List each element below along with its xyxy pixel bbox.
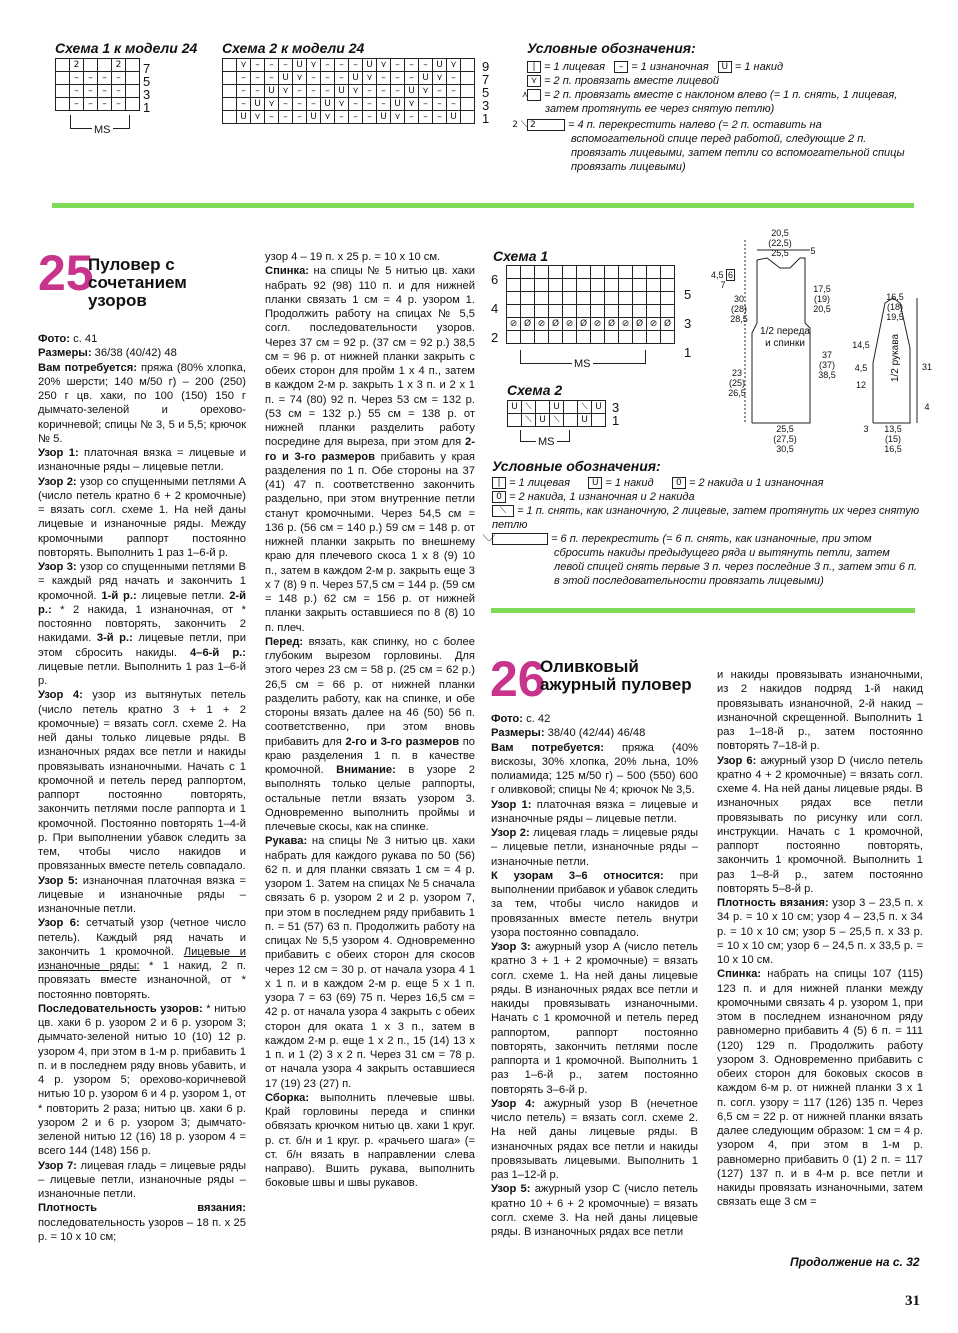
paragraph: Фото: с. 42 <box>491 713 551 725</box>
m25-schema2-rows: 3 1 <box>612 400 620 428</box>
m25-schema1-rows-left: 6 4 2 <box>491 272 499 345</box>
paragraph: Спинка: набрать на спицы 107 (115) 123 п. и для нижней планки между кромочными связать 4 р. узором 1, при этом в последнем изнаночном ряду равномерно прибавить 4 (5) 6 п. = 111 (120) 129 п. Продолжить работу узором 3. Одновременно прибавить с обеих сторон для боковых скосов в каждом 6-м р. от нижней планки 3 x 1 п. согл. узору = 117 (126) 135 п. Через 6,5 см = 22 р. от нижней планки вязать далее следующим образом: 1 см = 4 р. узором 4, при этом в 1-м р. равномерно прибавить 0 (1) 2 п. = 117 (127) 137 п. и в 4-м р. все петли и накиды провязать изнаночными, затем связать еще 3 см = <box>717 968 923 1209</box>
chart1-row-numbers: 7 5 3 1 <box>143 61 151 115</box>
paragraph: Фото: с. 41 <box>38 333 98 345</box>
chart2-title: Схема 2 к модели 24 <box>222 40 365 56</box>
m25-pattern-schematic: 20,5 (22,5) 25,5 5 4,5 6 7 30 (28) 28,5 17,5 (19) 20,5 1/2 переда и спинки 37 (37) 38,5 23 (25) 26,5 25,5 (27,5) 30,5 16,5 (18) 19,5 14,5 4,5 12 1/2 рукава 31 4 13,5 (15) 16,5 3 <box>710 228 932 454</box>
paragraph: Вам потребуется: пряжа (40% вискозы, 30% хлопка, 20% льна, 10% полиамида; 125 м/50 г) – 500 (550) 600 г оливковой; спицы № 4; крючок № 3,5. <box>491 741 698 797</box>
model25-column1 <box>38 332 246 1244</box>
paragraph: Последовательность узоров: * нитью цв. хаки 6 р. узором 2 и 6 р. узором 3; дымчато-зеленой нитью 10 (10) 12 р. узором 4, при этом в 1-м р. прибавить 1 п. и в последнем ряду вновь убавить, и 4 р. узором 5; орехово-коричневой нитью 10 р. узором 6 и 4 р. узором 1, от * повторить 2 раза; нитью цв. хаки 6 р. узором 2 и 6 р. узором 3; дымчато-зеленой нитью 12 (16) 18 р. узором 4 = всего 144 (148) 156 р. <box>38 1002 246 1158</box>
model25-column2 <box>265 250 475 1191</box>
model25-number: 25 <box>38 245 94 301</box>
paragraph: Размеры: 38/40 (42/44) 46/48 <box>491 727 646 740</box>
paragraph: Узор 6: ажурный узор D (число петель кратно 4 + 2 кромочные) = вязать согл. схеме 4. На ней даны лицевые ряды. В изнаночных рядах все петли провязывать по рисунку или согл. инструкции. Начать с 1 кромочной, раппорт постоянно повторять, закончить 1 кромочной. Выполнить 1 раз 1–8-й р., затем постоянно повторять 5–8-й р. <box>717 754 923 895</box>
model25-title: Пуловер с сочетанием узоров <box>88 255 187 310</box>
paragraph: Спинка: на спицы № 5 нитью цв. хаки набрать 92 (98) 110 п. и для нижней планки связать 1 см = 4 р. узором 1. Продолжить работу на спицах № 5,5 согл. последовательности узоров. Через 37 см = 92 р. (37 см = 92 р.) 38,5 см = 96 р. от нижней планки закрыть с обеих сторон для пройм 1 x 4 п., затем в каждом 2-м р. закрыть 1 x 3 п. и 2 x 1 п. = 74 (80) 92 п. Через 53 см = 132 р. (53 см = 132 р.) 55 см = 138 р. от нижней планки разделить работу посредине для выреза, при этом для 2-го и 3-го размеров прибавить у края разделения по 1 п. Обе стороны на 37 (41) 47 п. соответственно закончить раздельно, при этом внутренние петли станут кромочными. Через 54,5 см = 136 р. (56 см = 140 р.) 59 см = 148 р. от нижней планки закрыть по внешнему краю для плечевого скоса 1 x 8 (9) 10 п., затем в каждом 2-м р. закрыть еще 3 x 7 (8) 9 п. Через 57,5 см = 144 р. (59 см = 148 р.) 62 см = 156 р. от нижней планки закрыть оставшиеся по 8 (8) 10 п. плеч. <box>265 265 475 634</box>
paragraph: Узор 5: изнаночная платочная вязка = лицевые и изнаночные ряды – изнаночные петли. <box>38 874 246 915</box>
chart1-ms-label: MS <box>94 124 111 136</box>
paragraph: Узор 3: узор со спущенными петлями B = каждый ряд начать и закончить 1 кромочной. 1-й р.: лицевые петли. 2-й р.: * 2 накида, 1 изнаночная, от * постоянно повторять, закончить 2 накидами. 3-й р.: лицевые петли, при этом сбросить накиды. 4–6-й р.: лицевые петли. Выполнить 1 раз 1–6-й р. <box>38 561 247 687</box>
mid-divider <box>491 608 915 613</box>
m25-schema2-title: Схема 2 <box>507 382 563 398</box>
m25-schema1-rows-right: 5 3 1 <box>684 287 692 360</box>
model26-title: Оливковый ажурный пуловер <box>540 657 692 694</box>
paragraph: Узор 1: платочная вязка = лицевые и изнаночные ряды – лицевые петли. <box>491 798 698 825</box>
paragraph: Узор 4: узор из вытянутых петель (число петель кратно 3 + 1 + 2 кромочные) = вязать согл. схеме 2. На ней даны только лицевые ряды. В изнаночных рядах все петли и накиды провязывать изнаночными. Начать с 1 кромочной и петель перед раппортом, раппорт постоянно повторять, закончить петлями после раппорта и 1 кромочной. Постоянно повторять 1–4-й р. При выполнении убавок следить за тем, чтобы число накидов и провязанных вместе петель совпадало. <box>38 689 246 873</box>
model26-column1 <box>491 712 698 1239</box>
paragraph: Узор 2: лицевая гладь = лицевые ряды – лицевые петли, изнаночные ряды – изнаночные петли. <box>491 827 698 868</box>
paragraph: Узор 3: ажурный узор A (число петель кратно 3 + 1 + 2 кромочные) = вязать согл. схеме 1. На ней даны лицевые ряды. В изнаночных рядах все петли и накиды провязывать изнаночными. Начать с 1 кромочной и петель перед раппортом, раппорт постоянно повторять, закончить петлями после раппорта и 1 кромочной. Выполнить 1 раз 1–6-й р., затем постоянно повторять 3–6-й р. <box>491 941 698 1096</box>
paragraph: Вам потребуется: пряжа (80% хлопка, 20% шерсти; 140 м/50 г) – 200 (250) 250 г цв. хаки, по 100 (150) 150 г дымчато-зеленой и орехово-коричневой; спицы № 3, 5 и 5,5; крючок № 5. <box>38 361 247 445</box>
paragraph: Узор 4: ажурный узор B (нечетное число петель) = вязать согл. схеме 2. На ней даны лицевые ряды. В изнаночных рядах все петли и накиды провязывать лицевыми. Выполнить 1 раз 1–12-й р. <box>491 1097 698 1181</box>
paragraph: Узор 5: ажурный узор C (число петель кратно 10 + 6 + 2 кромочные) = вязать согл. схеме 3. На ней даны лицевые ряды. В изнаночных рядах все петли <box>491 1183 698 1238</box>
chart2-grid: ⋎ – – – U ⋎ – – – U ⋎ – – – U ⋎ – – – U ⋎ – – – U ⋎ – – – U ⋎ – – – U ⋎ – – – U ⋎ – – – U ⋎ – – – U ⋎ – – – U ⋎ – – – U ⋎ – – – U ⋎ – – – U ⋎ – – – U ⋎ – – – U <box>222 58 475 124</box>
m25-schema2-grid: U ⟍ U ⟍ U ⟍ U ⟍ U <box>507 400 606 427</box>
m25-schema2-ms: MS <box>538 436 555 448</box>
paragraph: Узор 1: платочная вязка = лицевые и изнаночные ряды – лицевые петли. <box>38 447 246 474</box>
paragraph: и накиды провязывать изнаночными, из 2 накидов подряд 1-й накид провязывать изнаночной, 2-й накид – изнаночной скрещенной. Выполнить 1 раз 1–18-й р., затем постоянно повторять 7–18-й р. <box>717 669 923 753</box>
m25-sleeve-label: 1/2 рукава <box>890 334 901 383</box>
top-legend: | = 1 лицевая – = 1 изнаночная U = 1 накид ⋎ = 2 п. провязать вместе лицевой ⋏ = 2 п. провязать вместе с наклоном влево (= 1 п. снять, 1 лицевая, затем протянуть ее через снятую петлю) 2 ⟍ 2 = 4 п. перекрестить налево (= 2 п. оставить на вспомогательной спице перед работой, следующие 2 п. провязать лицевыми, затем петли со вспомогательной спицы провязать лицевыми) <box>512 61 905 173</box>
continued-note: Продолжение на с. 32 <box>790 1255 920 1269</box>
paragraph: Сборка: выполнить плечевые швы. Край горловины переда и спинки обвязать крючком нитью цв. хаки 1 круг. р. ст. б/н и 1 круг. р. «рачьего шага» (= ст. б/н вязать в направлении слева направо). Вшить рукава, выполнить боковые швы и швы рукавов. <box>265 1091 475 1190</box>
paragraph: К узорам 3–6 относится: при выполнении прибавок и убавок следить за тем, чтобы число накидов и провязанных вместе петель внутри узора постоянно совпадало. <box>491 869 698 939</box>
paragraph: Перед: вязать, как спинку, но с более глубоким вырезом горловины. Для этого через 23 см = 58 р. (25 см = 62 р.) 26,5 см = 66 р. от нижней планки разделить работу, как на спинке, и обе стороны вязать далее на 46 (50) 56 п. соответственно, при этом вновь прибавить для 2-го и 3-го размеров по краю разделения 1 п. в качестве кромочной. Внимание: в узоре 2 выполнять только целые раппорты, остальные петли вязать узором 3. Одновременно выполнить проймы и плечевые скосы, как на спинке. <box>265 635 475 833</box>
m25-body-label: 1/2 переда и спинки <box>760 326 810 349</box>
page-number: 31 <box>905 1293 920 1309</box>
m25-schema1-grid: ⊘ Ø ⊘ Ø ⊘ Ø ⊘ Ø ⊘ Ø ⊘ Ø <box>506 265 675 344</box>
paragraph: Узор 2: узор со спущенными петлями A (число петель кратно 6 + 2 кромочные) = вязать согл. схеме 1. На ней даны лицевые и изнаночные ряды. Между кромочными раппорт постоянно повторять. Выполнить 1 раз 1–6-й р. <box>38 475 246 559</box>
paragraph: Узор 7: лицевая гладь = лицевые ряды – лицевые петли, изнаночные ряды – изнаночные петли. <box>38 1159 246 1200</box>
m25-schema1-title: Схема 1 <box>493 248 549 264</box>
paragraph: Узор 6: сетчатый узор (четное число петель). Каждый ряд начать и закончить 1 кромочной. Лицевые и изнаночные ряды: * 1 накид, 2 п. провязать вместе изнаночной, от * постоянно повторять. <box>38 917 246 1001</box>
chart1-grid: 2 2 – – – – – – – – – – – – <box>55 58 140 111</box>
paragraph: Плотность вязания: узор 3 – 23,5 п. x 34 р. = 10 x 10 см; узор 4 – 23,5 п. x 34 р. = 10 x 10 см; узор 5 – 25,5 п. x 33 р. = 10 x 10 см; узор 6 – 24,5 п. x 33,5 р. = 10 x 10 см. <box>717 897 923 966</box>
paragraph: узор 4 – 19 п. x 25 р. = 10 x 10 см. <box>265 251 441 263</box>
paragraph: Размеры: 36/38 (40/42) 48 <box>38 347 177 360</box>
chart2-row-numbers: 9 7 5 3 1 <box>482 59 490 126</box>
top-divider <box>52 203 914 208</box>
chart1-title: Схема 1 к модели 24 <box>55 40 198 56</box>
paragraph: Плотность вязания: последовательность узоров – 18 п. x 25 р. = 10 x 10 см; <box>38 1202 246 1243</box>
model26-number: 26 <box>490 651 546 707</box>
model26-column2 <box>717 668 923 1210</box>
m25-legend: | = 1 лицевая U = 1 накид 0 = 2 накида и 1 изнаночная 0 = 2 накида, 1 изнаночная и 2 накида ⟍ = 1 п. снять, как изнаночную, 2 лицевые, затем протянуть их через снятую петлю ⟍⟋ = 6 п. перекрестить (= 6 п. снять, как изнаночные, при этом сбросить накиды предыдущего ряда и вытянуть петли, затем левой спицей снять первые 3 п. через последние 3 п., затем эти 6 п. в этой последовательности провязать лицевыми) <box>482 477 920 587</box>
m25-legend-title: Условные обозначения: <box>492 458 661 474</box>
top-legend-title: Условные обозначения: <box>527 40 696 56</box>
m25-schema1-ms: MS <box>574 358 591 370</box>
paragraph: Рукава: на спицы № 3 нитью цв. хаки набрать для каждого рукава по 50 (56) 62 п. и для планки связать 1 см = 4 р. узором 1. Затем на спицах № 5 сначала связать 6 р. узором 2 и 2 р. узором 7, при этом в последнем ряду прибавить 1 п. = 51 (57) 63 п. Продолжить работу на спицах № 5,5 узором 4. Одновременно прибавить с обеих сторон для скосов через 12 см = 30 р. от начала узора 4 1 x 1 п. и в каждом 2-м р. еще 5 x 1 п. узора 7 = 63 (69) 75 п. Через 16,5 см = 42 р. от начала узора 4 закрыть с обеих сторон для оката 1 x 3 п., затем в каждом 2-м р. еще 1 x 2 п., 15 (14) 13 x 1 п. и 1 (2) 3 x 2 п. Через 31 см = 78 р. от начала узора 4 закрыть оставшиеся 17 (19) 23 (27) п. <box>265 835 475 1090</box>
